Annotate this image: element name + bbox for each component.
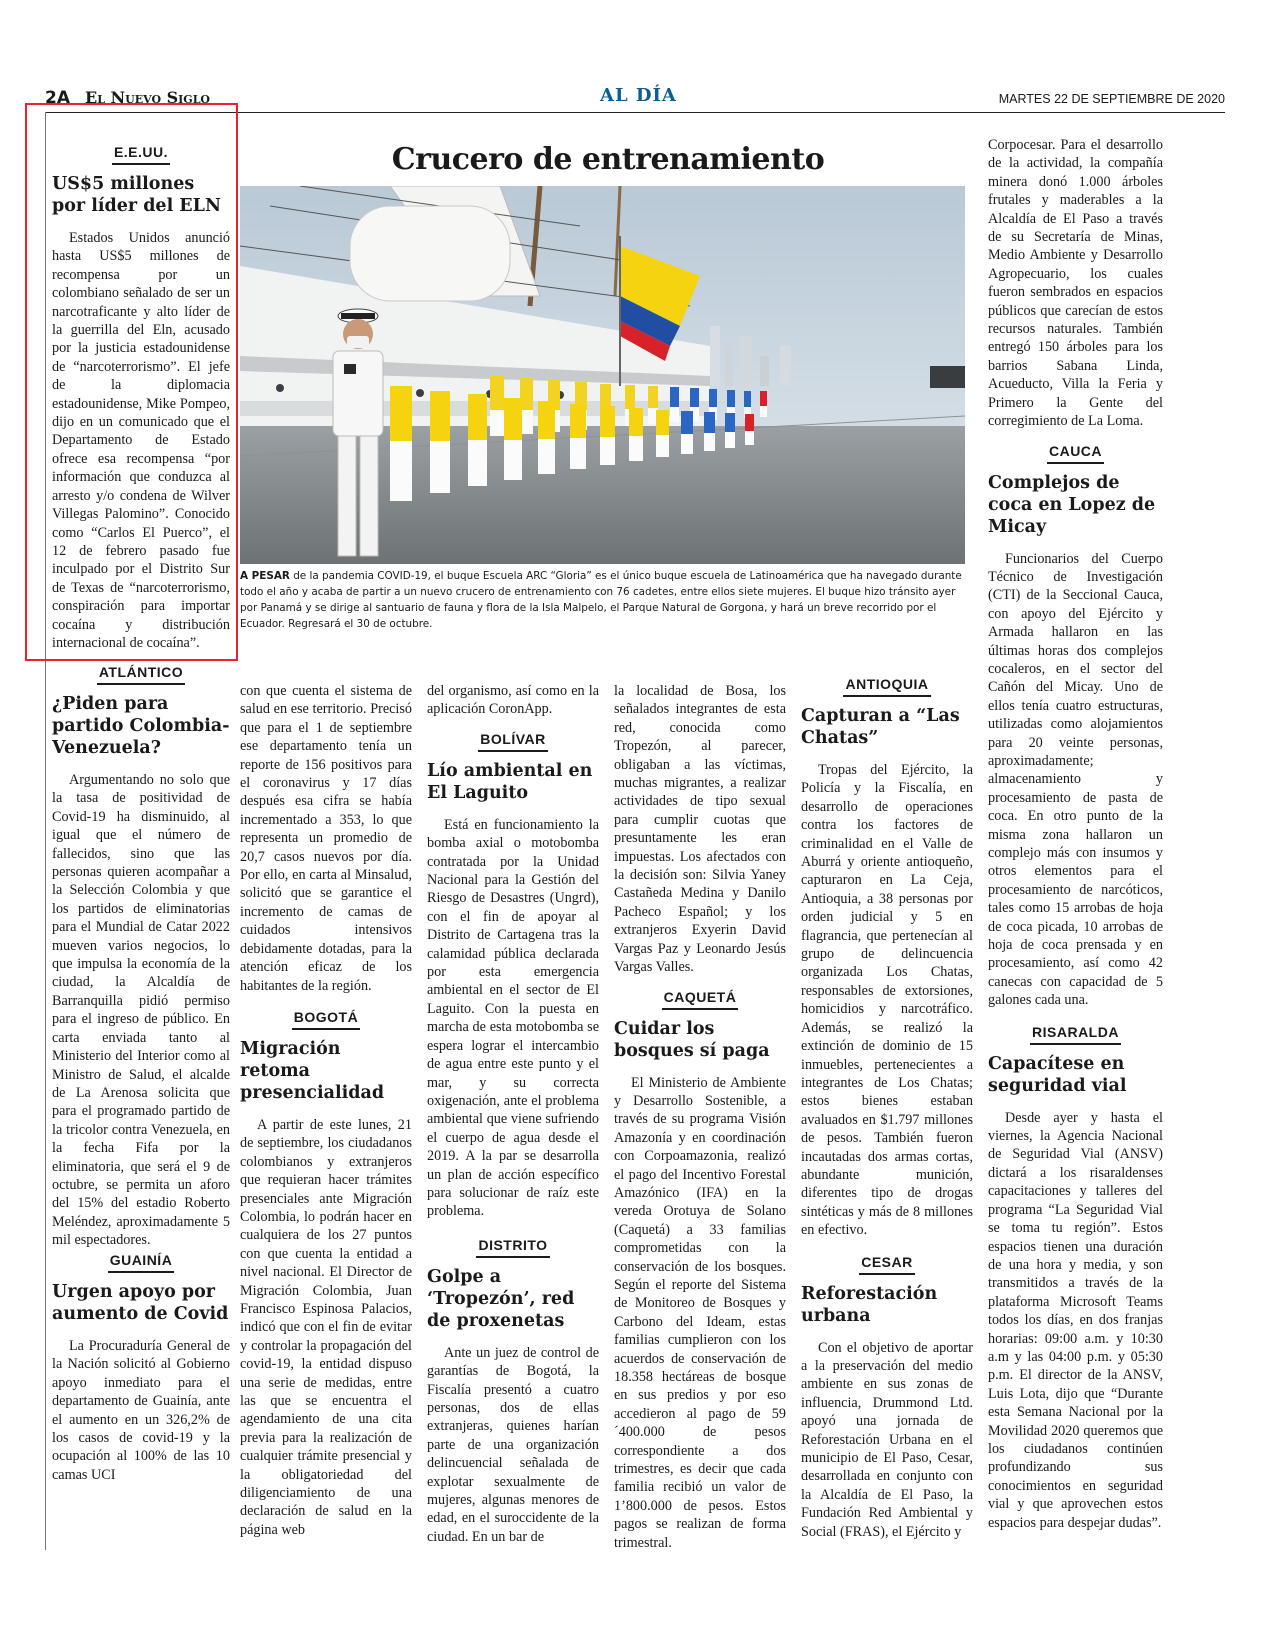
headline: Lío ambiental en El Laguito [427, 760, 593, 803]
headline: ¿Piden para partido Colombia-Venezuela? [52, 694, 230, 758]
article-body: Ante un juez de control de garantías de Bogotá, la Fiscalía presentó a cuatro personas, dos de ellas extranjeras, quienes harían parte de una organización delincuencial señalada de explotar sexualmente de mujeres, algunas menores de edad, en el suroccidente de la ciudad. En un bar de [427, 1344, 599, 1545]
article-body: Funcionarios del Cuerpo Técnico de Investigación (CTI) de la Seccional Cauca, con apoyo del Ejército y Armada hallaron en las últimas horas dos complejos cocaleros, en el sector del Cañón del Micay. Uno de ellos tenía cuatro estructuras, utilizadas como alojamientos para 20 veinte personas, aproximadamente; almacenamiento y procesamiento de pasta de coca. En otro punto de la misma zona hallaron un complejo más con insumos y otros elementos para el procesamiento de narcóticos, tales como 15 arrobas de hoja de coca picada, 10 arrobas de hoja de coca prensada y en procesamiento, así como 42 canecas con capacidad de 5 galones cada una. [988, 550, 1163, 1009]
headline: Golpe a ‘Tropezón’, red de proxenetas [427, 1266, 575, 1331]
article-continuation: con que cuenta el sistema de salud en ese territorio. Precisó que para el 1 de septiembre ese departamento tenía un reporte de 156 positivos para el coronavirus y 17 días después esa cifra se había incrementado a 353, lo que representa un promedio de 20,7 casos nuevos por día. Por ello, en carta al Minsalud, solicitó que se garantice el incremento de camas de cuidados intensivos debidamente dotadas, para la atención eficaz de los habitantes de la región. [240, 683, 412, 994]
headline: Urgen apoyo por aumento de Covid [52, 1282, 229, 1324]
section-tag: ATLÁNTICO [52, 664, 230, 685]
article-body: A partir de este lunes, 21 de septiembre, los ciudadanos colombianos y extranjeros que requieran hacer trámites presenciales ante Migración Colombia, lo podrán hacer en cualquiera de los 27 puntos con que cuenta la entidad a nivel nacional. El Director de Migración Colombia, Juan Francisco Espinosa Palacios, indicó que con el fin de evitar y controlar la propagación del covid-19, la entidad dispuso una serie de medidas, entre las que se encuentra el agendamiento de una cita previa para la realización de cualquier trámite presencial y la obligatoriedad del diligenciamiento de una declaración de salud en la página web [240, 1116, 412, 1538]
headline: Capacítese en seguridad vial [988, 1053, 1127, 1096]
article-continuation: del organismo, así como en la aplicación CoronApp. [427, 683, 599, 718]
article-eeuu [52, 140, 230, 652]
article-guainia [52, 1248, 230, 1484]
article-body: La Procuraduría General de la Nación solicitó al Gobierno apoyo inmediato para el departamento de Guainía, ante el aumento en un 326,2% de los casos de covid-19 y la ocupación al 100% de las 10 camas UCI [52, 1338, 230, 1483]
article-body: Tropas del Ejército, la Policía y la Fiscalía, en desarrollo de operaciones contra los factores de criminalidad en el Valle de Aburrá y oriente antioqueño, capturaron en La Ceja, Antioquia, a 38 personas por orden judicial y 5 en flagrancia, que pertenecían al grupo de delincuencia organizada Los Chatas, responsables de extorsiones, homicidios y narcotráfico. Además, se realizó la extinción de dominio de 15 inmuebles, pertenecientes a integrantes de Los Chatas; estos bienes estaban avaluados en $1.797 millones de pesos. También fueron incautadas dos armas cortas, abundante munición, diferentes tipo de drogas sintéticas y más de 8 millones en efectivo. [801, 762, 973, 1239]
article-continuation: Corpocesar. Para el desarrollo de la actividad, la compañía minera donó 1.000 árboles frutales y maderables a la Alcaldía de El Paso a través de su Secretaría de Minas, Medio Ambiente y Desarrollo Agropecuario, los cuales fueron sembrados en espacios públicos que carecían de estos recursos naturales. También entregó 150 árboles para los barrios Sabana Linda, Acueducto, Villa la Feria y Primero la Gente del corregimiento de La Loma. [988, 137, 1163, 430]
newspaper-name: El Nuevo Siglo [85, 88, 211, 107]
article-body: Argumentando no solo que la tasa de positividad de Covid-19 ha disminuido, al igual que el número de fallecidos, sino que las personas quieren acompañar a la Selección Colombia y que los partidos de eliminatorias para el Mundial de Catar 2022 mueven varios negocios, lo que impulsa la economía de la ciudad, la Alcaldía de Barranquilla pidió permiso para el ingreso de público. En carta enviada tanto al Ministerio del Interior como al Ministro de Salud, el alcalde de La Arenosa solicita que para el programado partido de la tricolor contra Venezuela, en la fecha Fifa por la eliminatoria, que será el 9 de octubre, se permita un aforo del 15% del estadio Roberto Meléndez, aproximadamente 5 mil espectadores. [52, 772, 230, 1249]
article-atlantico [52, 660, 230, 1250]
section-tag: ANTIOQUIA [801, 676, 973, 697]
section-tag: CAUCA [988, 443, 1163, 464]
feature-photo [240, 186, 965, 564]
ship-photo-illustration [240, 186, 965, 564]
article-body: Está en funcionamiento la bomba axial o motobomba contratada por la Unidad Nacional para la Gestión del Riesgo de Desastres (Ungrd), con el fin de apoyar al Distrito de Cartagena tras la calamidad pública declarada por esta emergencia ambiental en el sector de El Laguito. Con la puesta en marcha de esta motobomba se espera lograr el intercambio de agua entre este punto y el mar, y su correcta oxigenación, ante el problema ambiental que viene sufriendo el cuerpo de agua desde el 2019. A la par se desarrolla un plan de acción específico para solucionar de raíz este problema. [427, 816, 599, 1220]
column-2 [240, 682, 412, 1539]
column-4 [614, 682, 786, 1552]
publication-date: MARTES 22 DE SEPTIEMBRE DE 2020 [998, 92, 1225, 106]
caption-text: de la pandemia COVID-19, el buque Escuela ARC “Gloria” es el único buque escuela de Latinoamérica que ha navegado durante todo el año y acaba de partir a un nuevo crucero de entrenamiento con 76 cadetes, entre ellos siete mujeres. El buque hizo tránsito ayer por Panamá y se dirige al santuario de fauna y flora de la Isla Malpelo, el Parque Natural de Gorgona, y hará un breve recorrido por el Ecuador. Regresará el 30 de octubre. [240, 570, 962, 630]
headline: Complejos de coca en Lopez de Micay [988, 472, 1156, 537]
headline: Reforestación urbana [801, 1283, 938, 1326]
column-6 [988, 136, 1163, 1532]
column-3 [427, 682, 599, 1546]
article-body: Estados Unidos anunció hasta US$5 millones de recompensa por un colombiano señalado de ser un narcotraficante y alto líder de la guerrilla del Eln, acusado por la justicia estadounidense de “narcoterrorismo”. El jefe de la diplomacia estadounidense, Mike Pompeo, dijo en un comunicado que el Departamento de Estado ofrece esa recompensa “por información que conduzca al arresto y/o condena de Wilver Villegas Palomino”. Conocido como “Carlos El Puerco”, el 12 de febrero pasado fue inculpado por el Distrito Sur de Texas de “narcoterrorismo, conspiración para importar cocaína y distribución internacional de cocaína”. [52, 230, 230, 651]
article-continuation: la localidad de Bosa, los señalados integrantes de esta red, conocida como Tropezón, al parecer, obligaban a las víctimas, muchas migrantes, a realizar actividades de tipo sexual para cumplir cuotas que presuntamente les eran impuestas. Los afectados con la decisión son: Silvia Yaney Castañeda Medina y Danilo Pacheco Español; y los extranjeros Exyerin David Vargas Paz y Leonardo Jesús Vargas Valles. [614, 683, 786, 976]
page-number: 2A [45, 88, 70, 108]
section-tag: E.E.UU. [52, 144, 230, 165]
article-body: Con el objetivo de aportar a la preservación del medio ambiente en sus zonas de influencia, Drummond Ltd. apoyó una jornada de Reforestación Urbana en el municipio de El Paso, Cesar, desarrollada en conjunto con la Alcaldía de El Paso, la Fundación Red Ambiental y Social (FRAS), el Ejército y [801, 1339, 973, 1540]
feature-title: Crucero de entrenamiento [391, 142, 825, 177]
section-name: AL DÍA [600, 85, 677, 106]
photo-caption [240, 568, 965, 632]
article-body: El Ministerio de Ambiente y Desarrollo Sostenible, a través de su programa Visión Amazonía y en coordinación con Corpoamazonia, realizó el pago del Incentivo Forestal Amazónico (IFA) en la vereda Orotuya de Solano (Caquetá) a 33 familias comprometidas con la conservación de los bosques. Según el reporte del Sistema de Monitoreo de Bosques y Carbono del Ideam, estas familias cumplieron con los acuerdos de conservación de 18.358 hectáreas de bosque en sus predios y por eso accedieron al pago de 59´400.000 de pesos correspondiente a dos trimestres, es decir que cada familia recibió un valor de 1’800.000 de pesos. Estos pagos se realizan de forma trimestral. [614, 1074, 786, 1551]
section-tag: RISARALDA [988, 1024, 1163, 1045]
article-body: Desde ayer y hasta el viernes, la Agencia Nacional de Seguridad Vial (ANSV) dictará a los risaraldenses capacitaciones y talleres del programa “La Seguridad Vial se toma tu región”. Estos espacios tienen una duración de una hora y media, y son transmitidos a través de la plataforma Microsoft Teams todos los días, en dos franjas horarias: 09:00 a.m. y 10:30 a.m y las 04:00 p.m. y 05:30 p.m. El director de la ANSV, Luis Lota, dijo que “Durante esta Semana Nacional por la Movilidad 2020 queremos que los ciudadanos continúen profundizando sus conocimientos en seguridad vial y que aprovechen estos espacios para despejar dudas”. [988, 1109, 1163, 1531]
section-tag: BOGOTÁ [240, 1009, 412, 1030]
section-tag: CESAR [801, 1254, 973, 1275]
headline: US$5 millones por líder del ELN [52, 174, 221, 216]
column-5 [801, 672, 973, 1541]
headline: Migración retoma presencialidad [240, 1038, 385, 1103]
headline: Cuidar los bosques sí paga [614, 1018, 770, 1061]
section-tag: BOLÍVAR [427, 731, 599, 752]
headline: Capturan a “Las Chatas” [801, 706, 960, 748]
section-tag: CAQUETÁ [614, 989, 786, 1010]
section-tag: GUAINÍA [52, 1252, 230, 1273]
section-tag: DISTRITO [427, 1237, 599, 1258]
caption-lead: A PESAR [240, 570, 290, 582]
